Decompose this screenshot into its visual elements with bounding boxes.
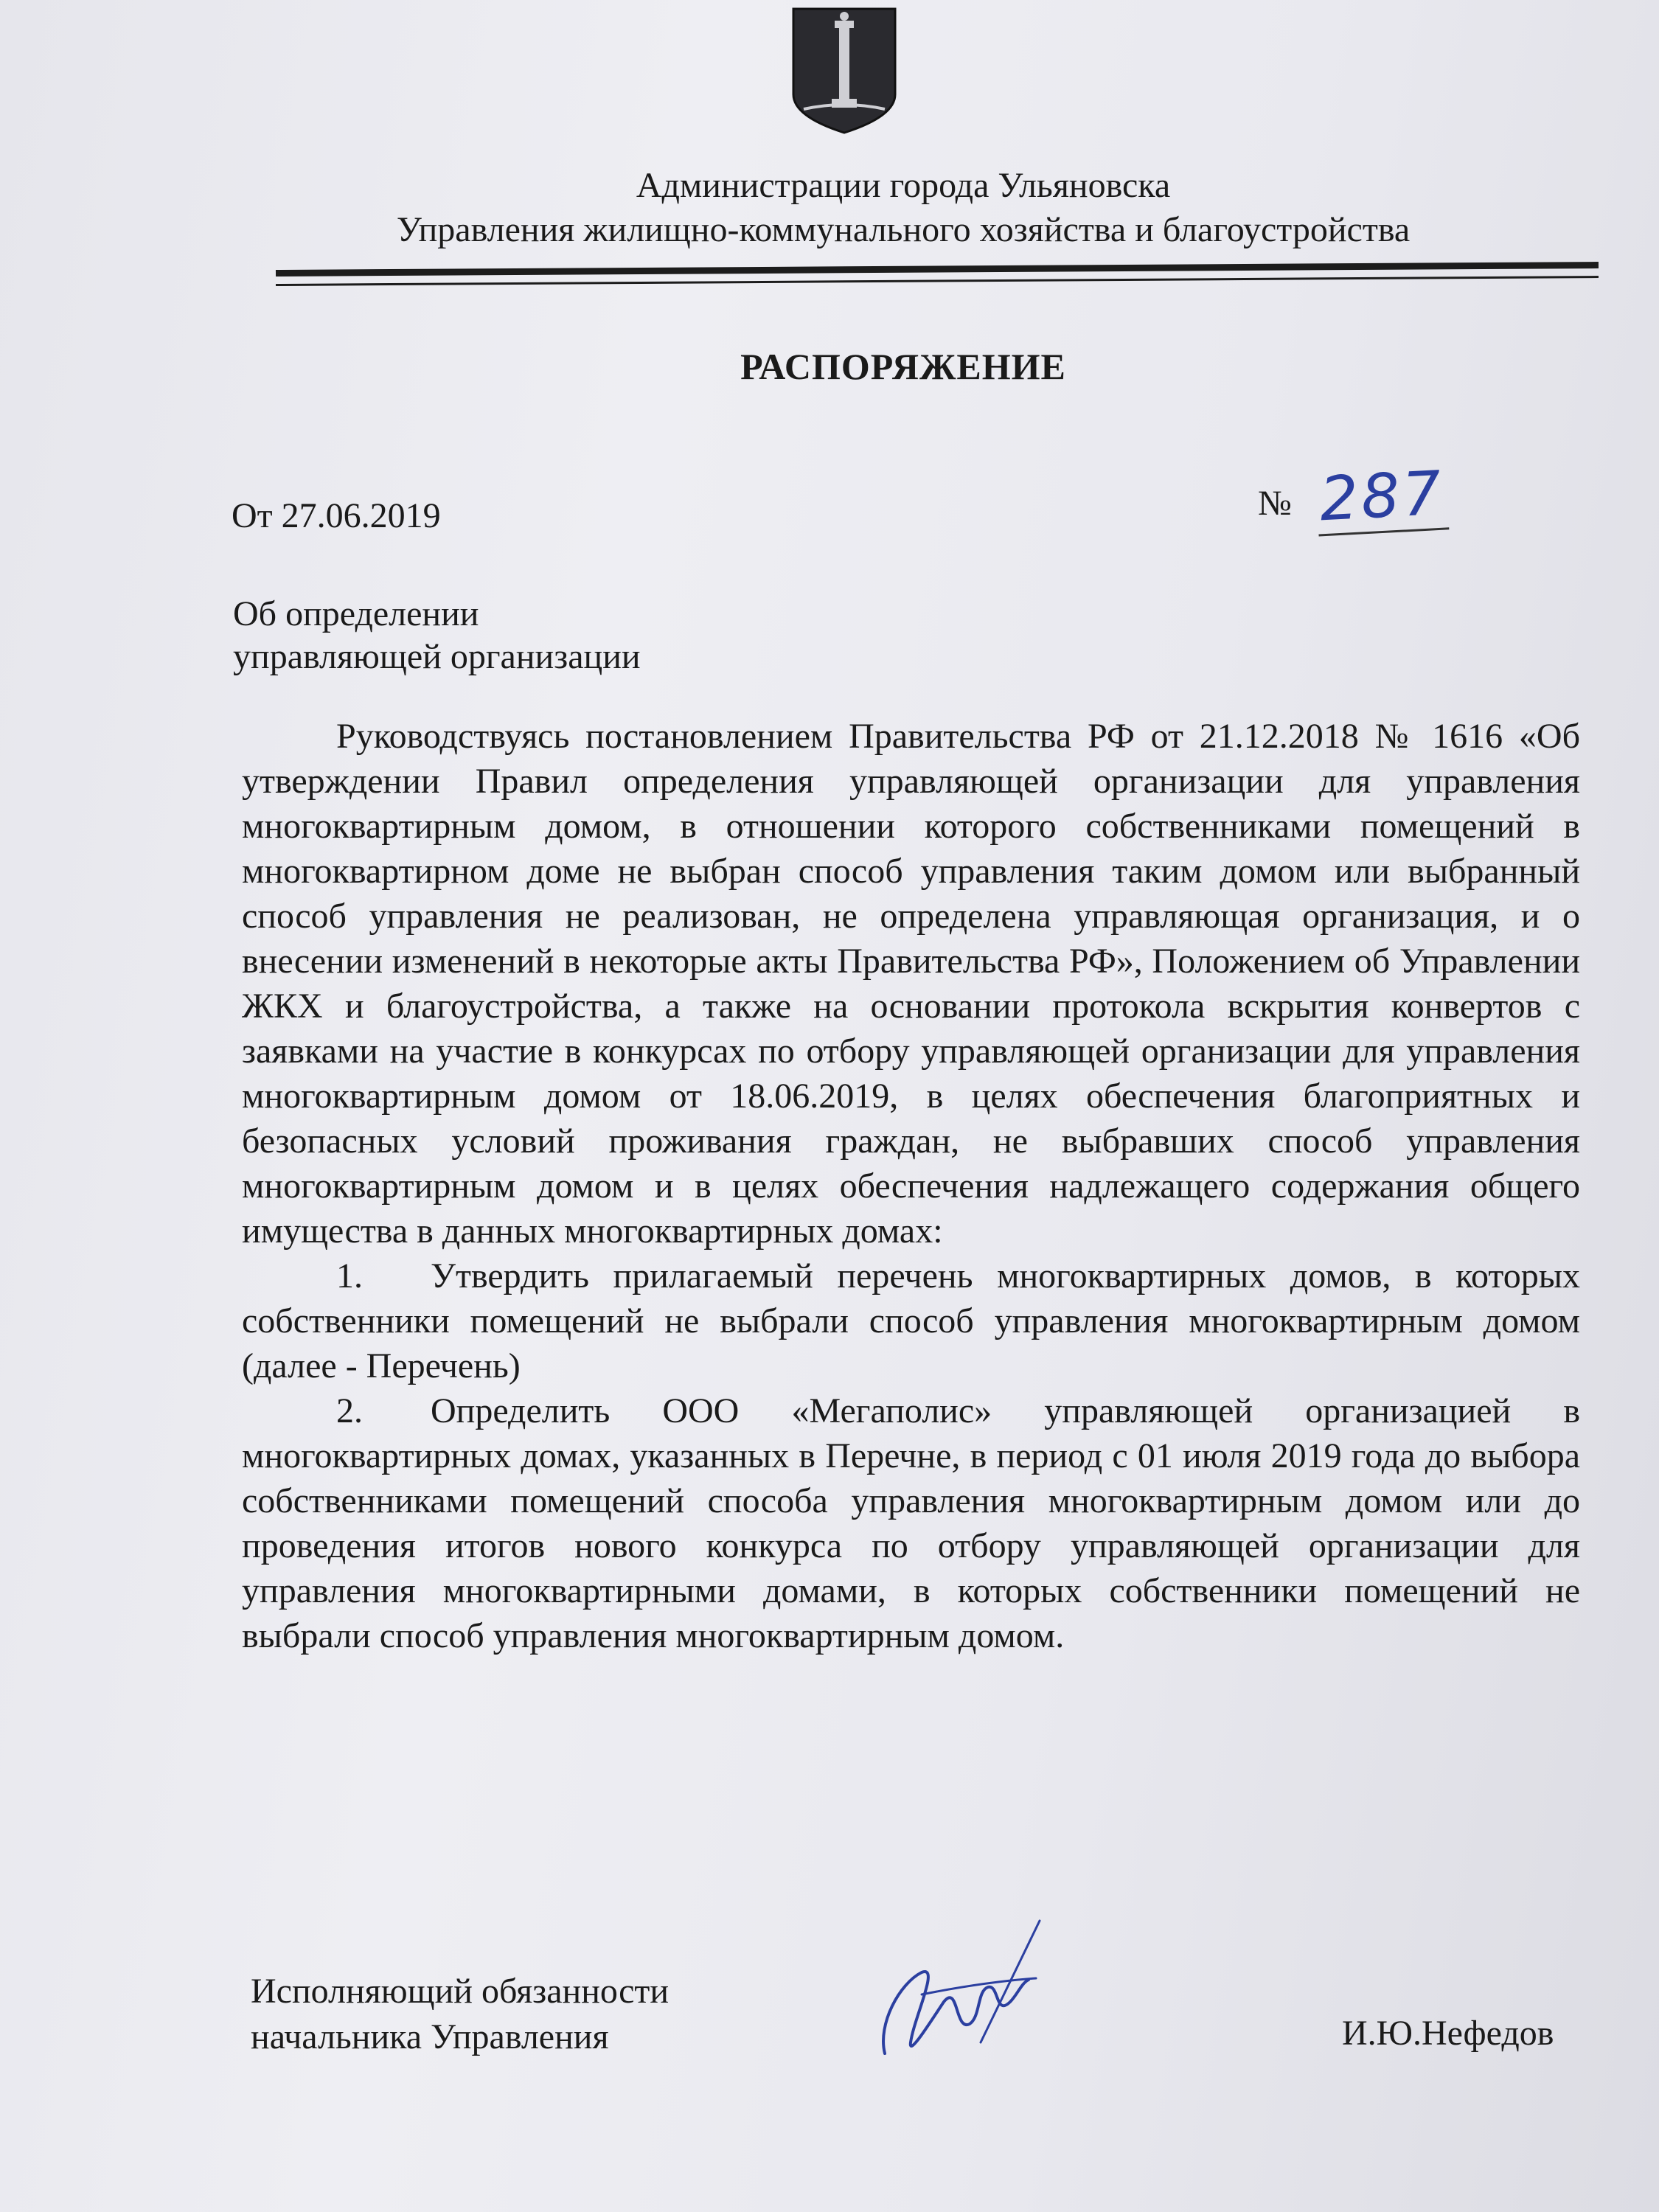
org-name-line-1: Администрации города Ульяновска <box>636 166 1171 205</box>
header-divider-thin <box>276 276 1599 286</box>
handwritten-signature <box>870 1913 1047 2068</box>
item-2-text: Определить ООО «Мегаполис» управляющей организацией в многоквартирных домах, указанных в Перечне, в период с 01 июля 2019 года до выбора собственниками помещений способа управления многоквартирным домом или до проведения итогов нового конкурса по отбору управляющей организации для управления многоквартирными домами, в которых собственники помещений не выбрали способ управления многоквартирным домом. <box>242 1391 1580 1655</box>
subject-line-2: управляющей организации <box>233 637 641 676</box>
item-1-number: 1. <box>336 1256 363 1295</box>
document-date: От 27.06.2019 <box>232 496 441 535</box>
document-number-handwritten: 287 <box>1315 459 1449 536</box>
signatory-name: И.Ю.Нефедов <box>1342 2014 1554 2053</box>
signatory-position <box>251 1969 669 2060</box>
item-1-text: Утвердить прилагаемый перечень многоквартирных домов, в которых собственники помещений не выбрали способ управления многоквартирным домом (далее - Перечень) <box>242 1256 1580 1385</box>
preamble-paragraph: Руководствуясь постановлением Правительства РФ от 21.12.2018 № 1616 «Об утверждении Правил определения управляющей организации для управления многоквартирным домом, в отношении которого собственниками помещений в многоквартирном доме не выбран способ управления таким домом или выбранный способ управления не реализован, не определена управляющая организация, и о внесении изменений в некоторые акты Правительства РФ», Положением об Управлении ЖКХ и благоустройства, а также на основании протокола вскрытия конвертов с заявками на участие в конкурсах по отбору управляющей организации для управления многоквартирным домом от 18.06.2019, в целях обеспечения благоприятных и безопасных условий проживания граждан, не выбравших способ управления многоквартирным домом и в целях обеспечения надлежащего содержания общего имущества в данных многоквартирных домах: <box>242 717 1580 1251</box>
subject-line-1: Об определении <box>233 594 479 633</box>
header-divider-thick <box>276 262 1599 276</box>
coat-of-arms-emblem <box>789 6 900 135</box>
org-name-line-2: Управления жилищно-коммунального хозяйства и благоустройства <box>396 210 1411 249</box>
order-item-1 <box>242 1253 1580 1388</box>
document-subject <box>233 593 641 678</box>
order-item-2 <box>242 1388 1580 1658</box>
signatory-position-line-2: начальника Управления <box>251 2017 609 2056</box>
signatory-position-line-1: Исполняющий обязанности <box>251 1972 669 2011</box>
document-body <box>242 714 1580 1658</box>
document-number-label: № <box>1258 484 1292 523</box>
document-title: РАСПОРЯЖЕНИЕ <box>740 346 1066 387</box>
item-2-number: 2. <box>336 1391 363 1430</box>
